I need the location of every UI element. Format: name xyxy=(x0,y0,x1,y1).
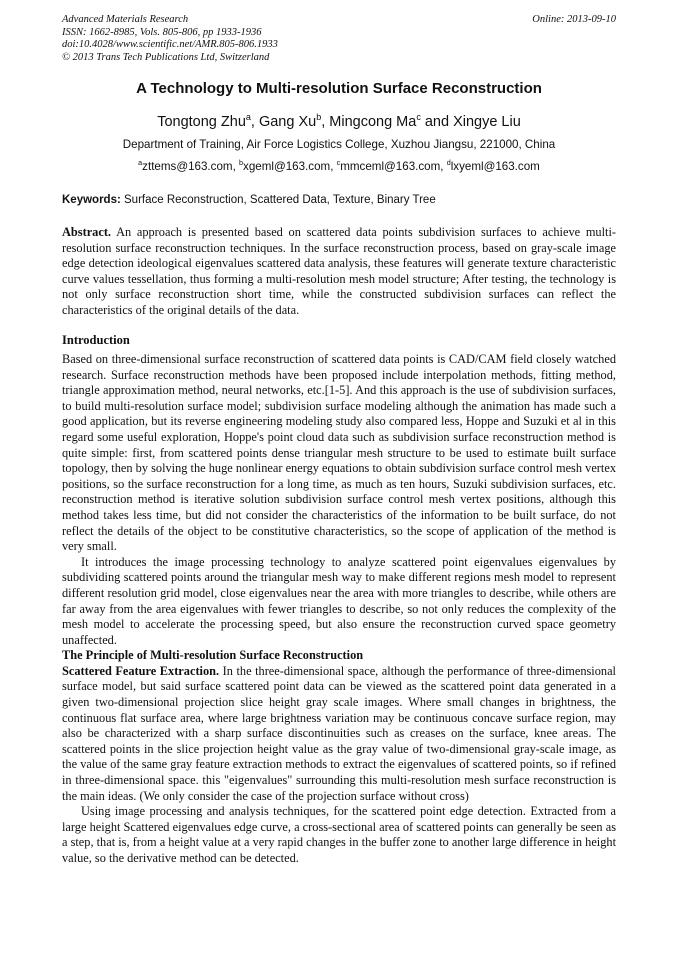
email-address: mmceml@163.com xyxy=(340,160,441,173)
abstract-text: An approach is presented based on scattered data points subdivision surfaces to achieve multi-resolution surface reconstruction techniques. In the surface reconstruction process, based on gray-scale image edge detection ideological eigenvalues scattered data analysis, these features will generate texture characteristic curve values tessellation, thus forming a multi-resolution mesh model structure; After testing, the technology is not only surface reconstruction short time, while the constructed subdivision surfaces can reflect the characteristics of the original details of the data. xyxy=(62,225,616,317)
email-superscript: c xyxy=(336,158,341,168)
affiliation: Department of Training, Air Force Logistics College, Xuzhou Jiangsu, 221000, China xyxy=(122,138,556,151)
keywords-text: Surface Reconstruction, Scattered Data, Texture, Binary Tree xyxy=(124,194,436,206)
intro-paragraph-2: It introduces the image processing technology to analyze scattered point eigenvalues eigenvalues by subdividing scattered points around the triangular mesh way to make different regions mesh model to represent different resolution grid model, close eigenvalues near the area with more triangles to describe, while others are far away from the area eigenvalues with fewer triangles to describe, so not only reduces the complexity of the mesh model to accelerate the processing speed, but also ensure the reconstruction curved space geometry unaffected. xyxy=(62,554,616,647)
online-date: Online: 2013-09-10 xyxy=(532,14,616,25)
keywords-label: Keywords: xyxy=(62,194,121,206)
scattered-feature-label: Scattered Feature Extraction. xyxy=(62,663,220,678)
abstract-section xyxy=(62,225,616,319)
keywords-line xyxy=(62,194,616,206)
author-name: Mingcong Ma xyxy=(329,114,417,130)
journal-header xyxy=(62,14,616,64)
author-separator: , xyxy=(321,114,330,130)
author-superscript: c xyxy=(416,112,421,123)
introduction-heading: Introduction xyxy=(62,333,130,347)
journal-name: Advanced Materials Research xyxy=(62,14,189,25)
author-superscript: a xyxy=(245,112,251,123)
email-address: lxyeml@163.com xyxy=(450,160,540,173)
intro-paragraph-1: Based on three-dimensional surface reconstruction of scattered data points is CAD/CAM field closely watched research. Surface reconstruction methods have been proposed include interpolation methods, fitting method, triangle approximation method, neural networks, etc.[1-5]. And this approach is the use of subdivision surfaces, to build multi-resolution surface model; subdivision surface modeling although the animation has made such a good application, but its reverse engineering modeling study also compared less, Hoppe and Suzuki et al in this regard some useful exploration, Hoppe's point cloud data such as subdivision surface reconstruction method is quite simple: first, from scattered points dense triangular mesh structure to be used to estimate built surface topology, then by solving the huge nonlinear energy equations to obtain subdivision surface control mesh vertex positions, so the surface reconstruction for a long time, as much as ten hours, Suzuki subdivision surfaces, etc. reconstruction method is iterative solution subdivision surface control mesh vertex positions, although this method takes less time, but did not consider the characteristics of the information to be built surface, do not reflect the details of the object to be constitutive characteristics, so the scope of application of the method is very small. xyxy=(62,352,616,554)
email-address: xgeml@163.com xyxy=(243,160,331,173)
email-list: $^a$zttems@163.com, $^b$xgeml@163.com, $^c$mmceml@163.com, $^d$lxyeml@163.com xyxy=(138,158,540,173)
principle-heading: The Principle of Multi-resolution Surface Reconstruction xyxy=(62,648,364,663)
doi-line: doi:10.4028/www.scientific.net/AMR.805-806.1933 xyxy=(62,39,278,50)
author-separator: , xyxy=(250,114,259,130)
author-name: Gang Xu xyxy=(258,114,317,130)
abstract-label: Abstract. xyxy=(62,225,112,239)
email-address: zttems@163.com xyxy=(142,160,233,173)
principle-paragraph-1: In the three-dimensional space, although the performance of three-dimensional surface model, but said surface scattered point data can be viewed as the scattered point data generated in a given two-dimensional projection slice height gray scale images. Where small changes in brightness, the continuous flat surface area, where large brightness variation may be continuous concave surface region, may also be characterized with a sharp surface discontinuities such as creases on the surface, knee areas. The scattered points in the slice projection height value as the gray value of two-dimensional gray-scale image, as the value of the same gray feature extraction methods to extract the eigenvalues of scattered points, so if refined in three-dimensional space. this "eigenvalues" surrounding this multi-resolution mesh surface reconstruction is the main ideas. (We only consider the case of the projection surface without cross) xyxy=(62,663,616,803)
email-superscript: d xyxy=(446,158,451,168)
body-text xyxy=(62,352,616,867)
author-name: Xingye Liu xyxy=(453,114,521,130)
author-name: Tongtong Zhu xyxy=(157,114,246,130)
author-superscript: b xyxy=(316,112,322,123)
author-list xyxy=(0,114,678,130)
email-superscript: b xyxy=(239,158,244,168)
email-superscript: a xyxy=(138,158,143,168)
copyright-line: © 2013 Trans Tech Publications Ltd, Switzerland xyxy=(62,51,270,63)
issn-line: ISSN: 1662-8985, Vols. 805-806, pp 1933-1936 xyxy=(62,26,262,38)
principle-paragraph-2: Using image processing and analysis techniques, for the scattered point edge detection. Extracted from a large height Scattered eigenvalues edge curve, a cross-sectional area of scattered points can generally be seen as a step, that is, from a height value at a very rapid changes in the buffer zone to another large difference in height value, so the derivative method can be detected. xyxy=(62,804,616,865)
paper-title: A Technology to Multi-resolution Surface Reconstruction xyxy=(136,80,542,97)
author-separator: and xyxy=(420,114,454,130)
